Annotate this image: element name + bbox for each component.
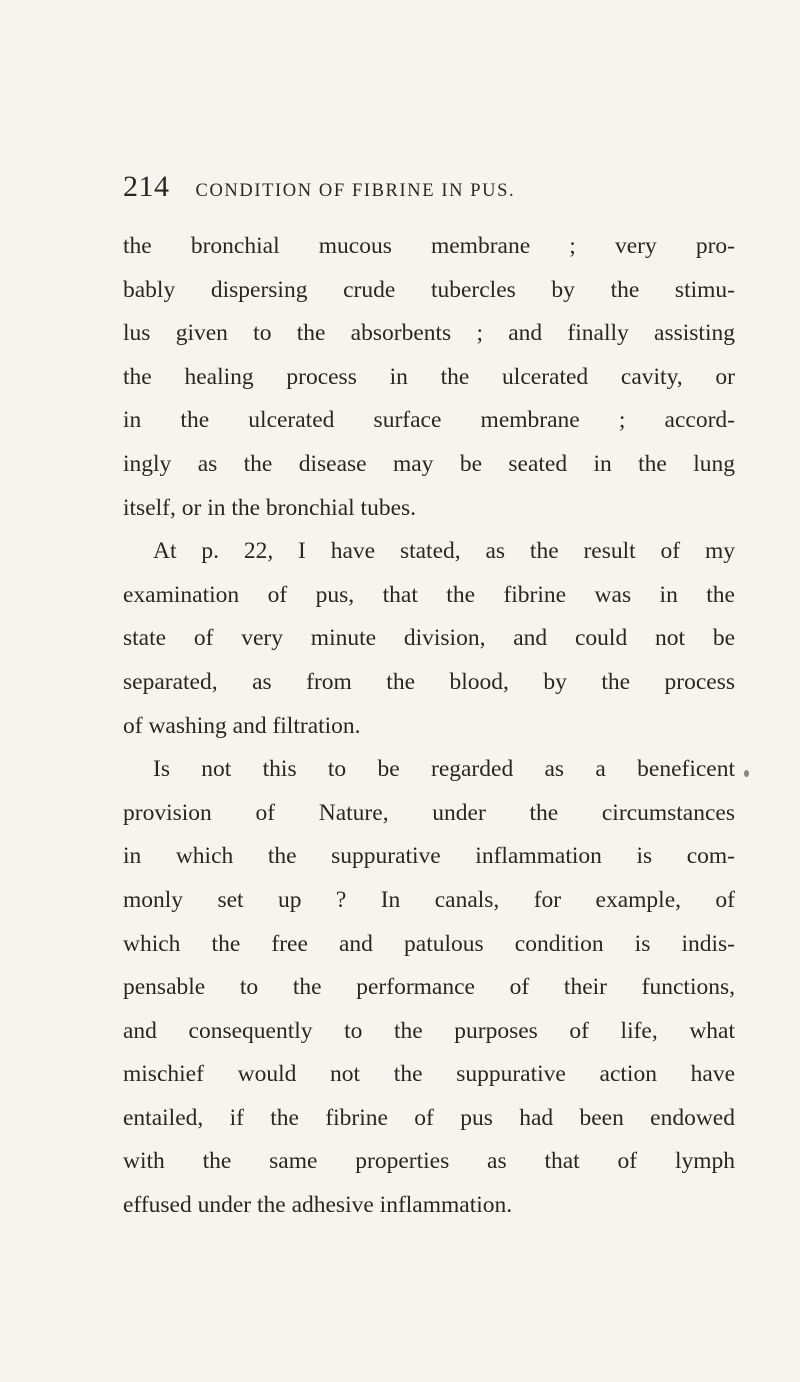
text-line: the healing process in the ulcerated cavity, or	[123, 363, 735, 390]
text-line: which the free and patulous condition is indis-	[123, 930, 735, 957]
text-line: examination of pus, that the fibrine was in the	[123, 581, 735, 608]
text-line: bably dispersing crude tubercles by the stimu-	[123, 276, 735, 303]
paragraph-3	[123, 748, 735, 1228]
text-line: state of very minute division, and could not be	[123, 625, 735, 652]
text-line: separated, as from the blood, by the process	[123, 668, 735, 695]
text-line: entailed, if the fibrine of pus had been endowed	[123, 1104, 735, 1131]
running-title: CONDITION OF FIBRINE IN PUS.	[195, 181, 516, 201]
text-line: At p. 22, I have stated, as the result of my	[153, 538, 735, 565]
text-line: in the ulcerated surface membrane ; accord-	[123, 407, 735, 434]
text-line: pensable to the performance of their functions,	[123, 974, 735, 1001]
paragraph-2	[123, 530, 735, 748]
text-line: provision of Nature, under the circumstances	[123, 799, 735, 826]
running-head	[123, 170, 733, 204]
text-line: Is not this to be regarded as a beneficent	[153, 756, 735, 783]
paragraph-1	[123, 225, 735, 530]
text-line: in which the suppurative inflammation is com-	[123, 843, 735, 870]
body-text	[123, 225, 735, 1228]
text-line: monly set up ? In canals, for example, of	[123, 886, 735, 913]
ink-speck	[744, 770, 749, 777]
text-line: ingly as the disease may be seated in the lung	[123, 450, 735, 477]
text-line: effused under the adhesive inflammation.	[123, 1192, 513, 1219]
text-line: and consequently to the purposes of life, what	[123, 1017, 735, 1044]
page-number: 214	[123, 170, 170, 203]
text-line: itself, or in the bronchial tubes.	[123, 494, 417, 521]
text-line: the bronchial mucous membrane ; very pro-	[123, 233, 735, 259]
text-line: of washing and filtration.	[123, 712, 361, 739]
text-line: with the same properties as that of lymph	[123, 1148, 735, 1175]
text-line: lus given to the absorbents ; and finally assisting	[123, 320, 735, 347]
text-line: mischief would not the suppurative action have	[123, 1061, 735, 1088]
